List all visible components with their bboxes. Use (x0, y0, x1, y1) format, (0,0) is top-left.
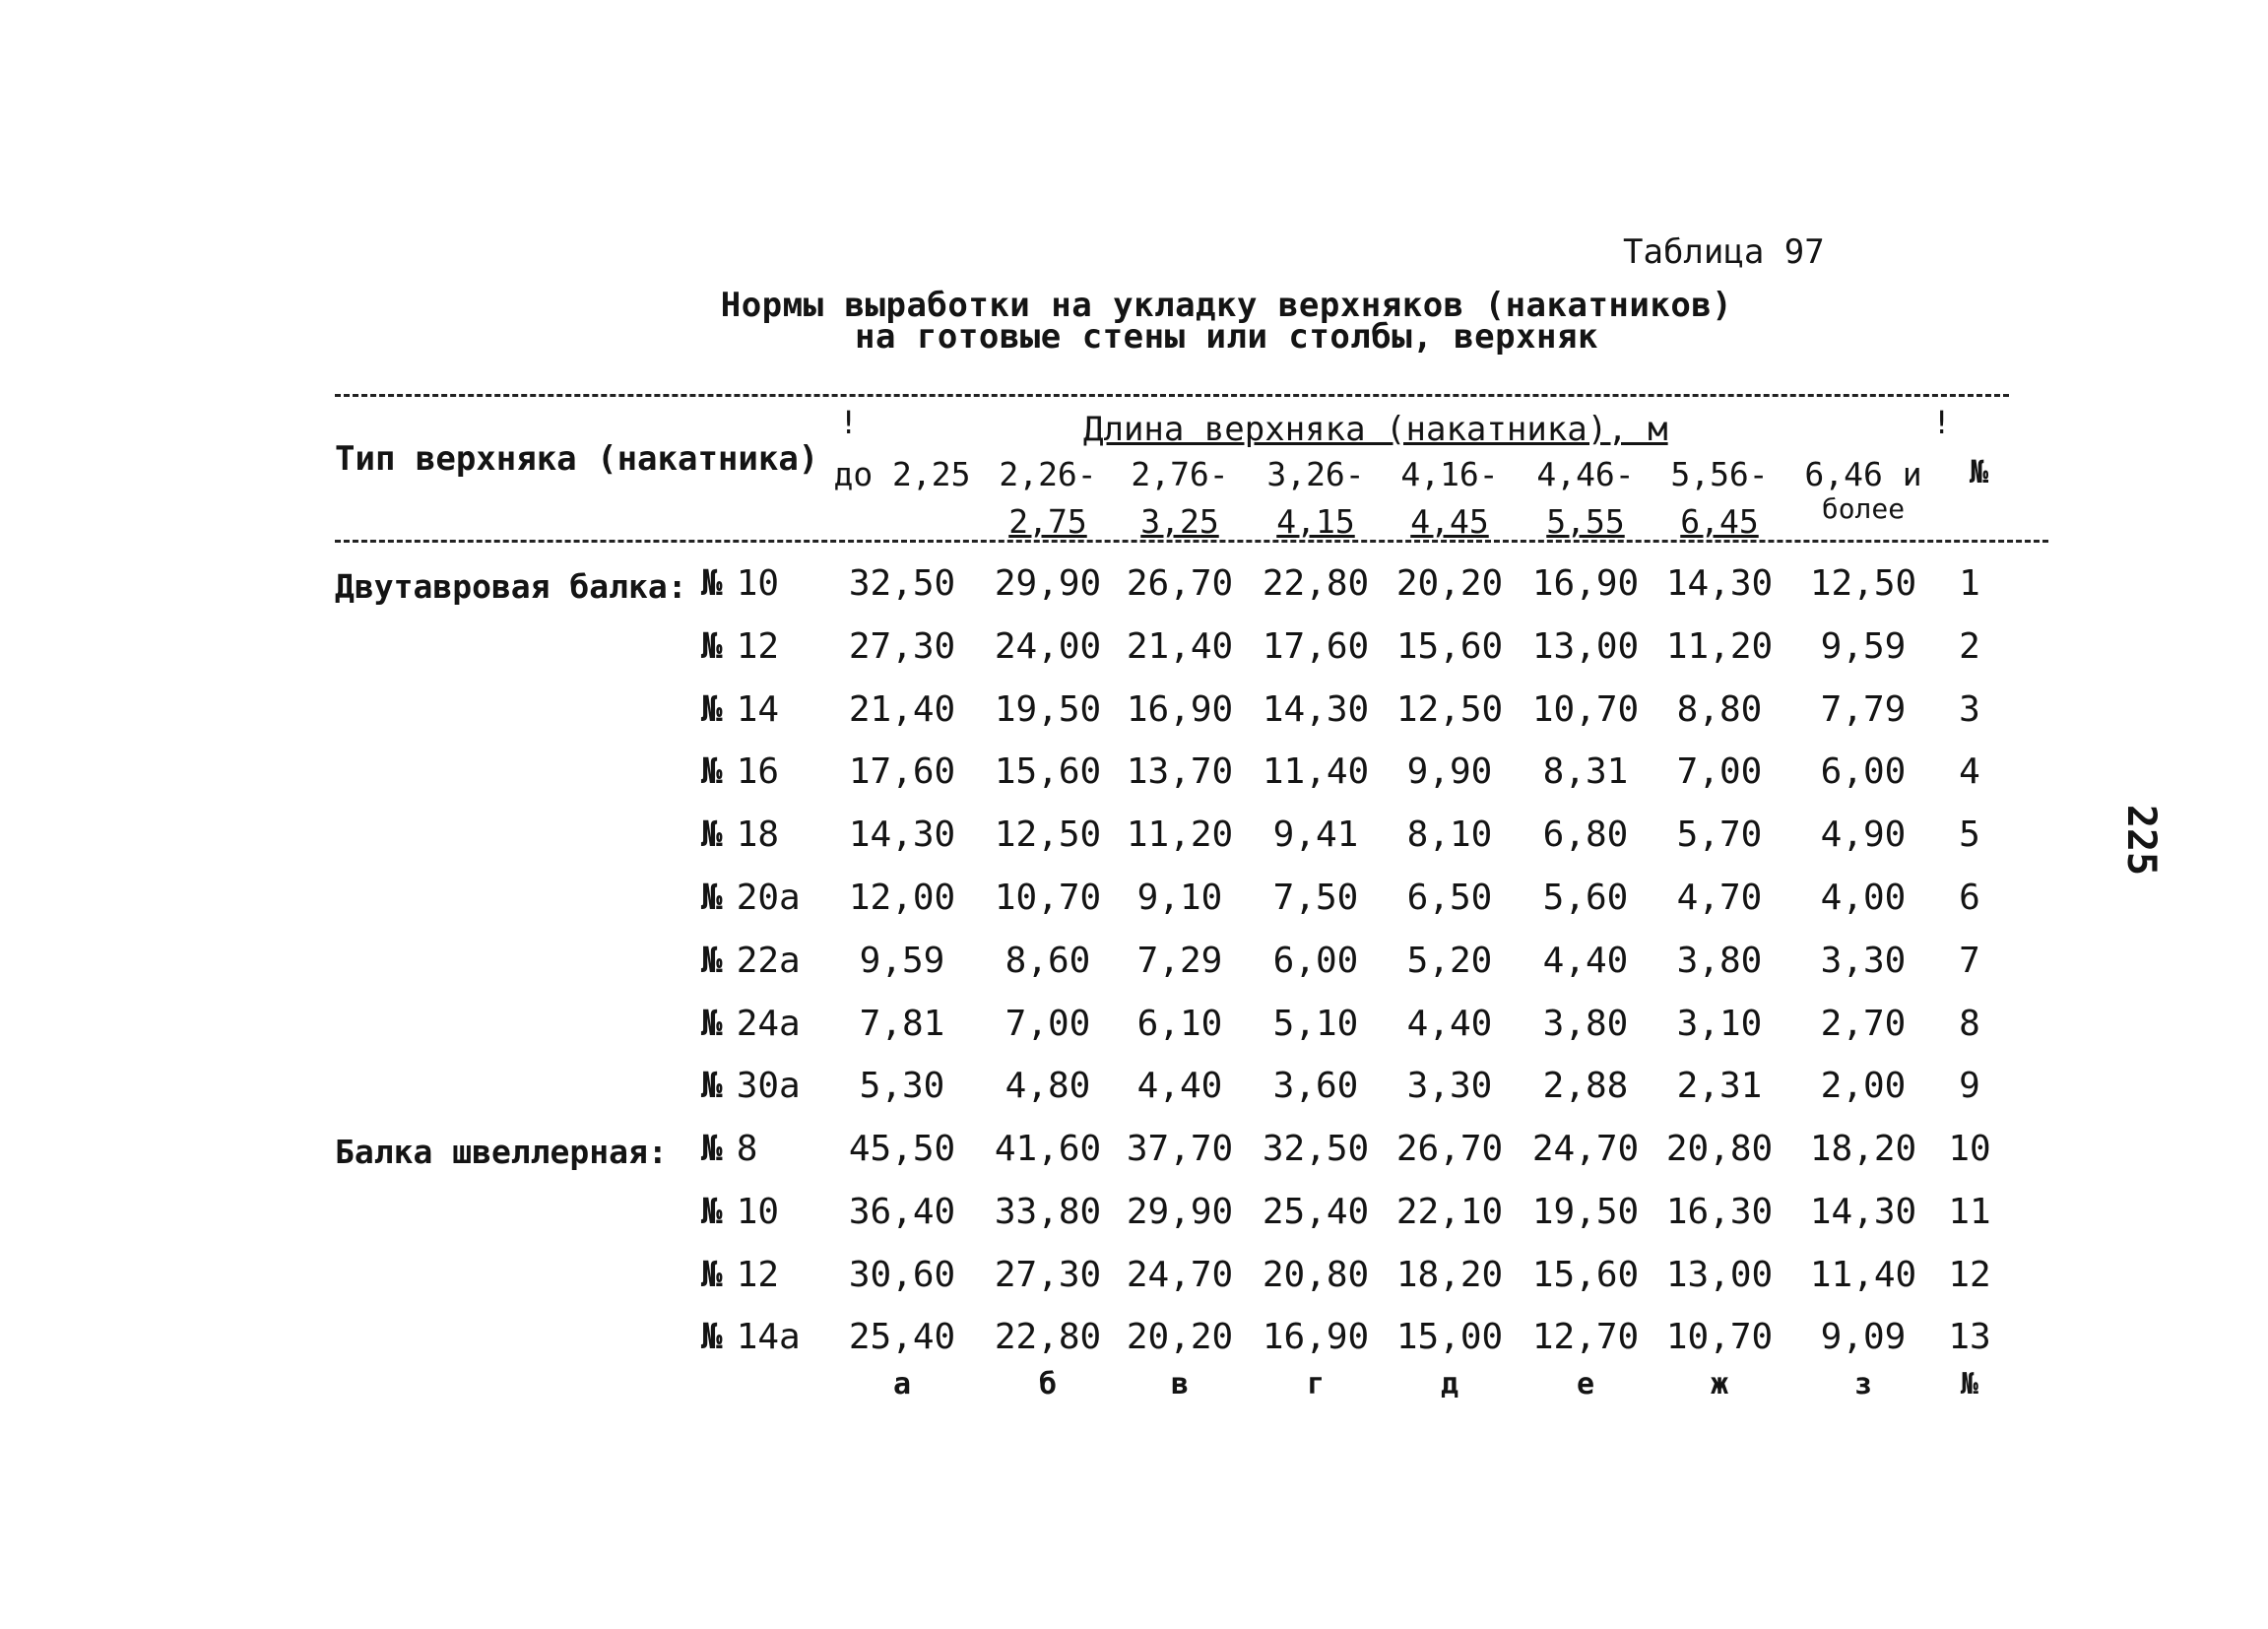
table-cell: 4,80 (1004, 1066, 1091, 1107)
table-cell: 6,50 (1406, 878, 1493, 918)
table-cell: 30,60 (848, 1254, 956, 1295)
profile-number (701, 1004, 801, 1044)
table-cell: 9,59 (1820, 625, 1907, 667)
table-cell: 37,70 (1126, 1129, 1234, 1169)
table-cell: 36,40 (848, 1191, 956, 1232)
table-cell: 4,70 (1676, 878, 1763, 918)
table-cell: 20,80 (1262, 1254, 1370, 1295)
row-number: 10 (1948, 1129, 1991, 1169)
table-cell: 29,90 (994, 563, 1102, 604)
table-cell: 29,90 (1126, 1191, 1234, 1232)
profile-number (701, 626, 779, 667)
table-cell: 9,09 (1820, 1317, 1907, 1358)
table-cell: 18,20 (1809, 1129, 1917, 1169)
profile-number (701, 1255, 779, 1295)
table-cell: 24,70 (1126, 1254, 1234, 1295)
table-cell: 6,10 (1136, 1003, 1223, 1044)
profile-number-sign: № (701, 563, 723, 604)
table-cell: 13,70 (1126, 751, 1234, 793)
row-number: 7 (1959, 940, 1980, 981)
table-cell: 6,00 (1272, 940, 1359, 981)
table-cell: 12,50 (1809, 563, 1917, 604)
header-separator: ! (1932, 404, 1952, 441)
table-cell: 16,90 (1531, 563, 1640, 604)
table-cell: 18,20 (1395, 1254, 1504, 1295)
column-letter: з (1853, 1367, 1873, 1401)
header-range-to: 5,55 (1546, 502, 1625, 541)
table-cell: 19,50 (1531, 1191, 1640, 1232)
profile-number-sign: № (701, 625, 723, 667)
table-cell: 8,10 (1406, 814, 1493, 856)
table-cell: 7,79 (1820, 688, 1907, 730)
table-cell: 8,31 (1542, 751, 1629, 793)
table-cell: 14,30 (1262, 688, 1370, 730)
header-range-to: более (1821, 492, 1906, 525)
table-cell: 12,50 (1395, 688, 1504, 730)
header-range-from: 5,56- (1670, 455, 1769, 493)
table-cell: 3,10 (1676, 1003, 1763, 1044)
profile-number-sign: № (701, 940, 723, 981)
table-cell: 16,30 (1665, 1191, 1774, 1232)
profile-number-sign: № (701, 1066, 723, 1107)
table-cell: 24,70 (1531, 1129, 1640, 1169)
profile-value: 14а (736, 1317, 801, 1358)
page-number: 225 (2118, 804, 2165, 877)
row-number: 12 (1948, 1254, 1991, 1295)
column-letter: в (1170, 1367, 1190, 1401)
row-number: 8 (1959, 1003, 1980, 1044)
profile-number (701, 689, 779, 730)
row-number: 4 (1959, 751, 1980, 793)
profile-value: 30а (736, 1066, 801, 1107)
header-length-group: Длина верхняка (накатника), м (1083, 410, 1668, 449)
profile-number (701, 814, 779, 855)
profile-number-sign: № (701, 1254, 723, 1295)
table-cell: 6,00 (1820, 751, 1907, 793)
profile-number-sign: № (701, 1003, 723, 1044)
profile-number-sign: № (701, 814, 723, 856)
profile-number (701, 1192, 779, 1232)
column-letter: а (892, 1367, 912, 1401)
table-cell: 7,81 (859, 1003, 945, 1044)
group-label: Двутавровая балка: (335, 567, 687, 606)
table-cell: 27,30 (994, 1254, 1102, 1295)
row-number: 11 (1948, 1191, 1991, 1232)
table-cell: 19,50 (994, 688, 1102, 730)
profile-value: 16 (736, 751, 780, 793)
profile-number-sign: № (701, 751, 723, 793)
table-cell: 14,30 (1665, 563, 1774, 604)
header-range-to: 4,15 (1276, 502, 1355, 541)
table-cell: 3,80 (1542, 1003, 1629, 1044)
table-cell: 45,50 (848, 1129, 956, 1169)
table-cell: 32,50 (1262, 1129, 1370, 1169)
table-cell: 2,00 (1820, 1066, 1907, 1107)
table-cell: 22,10 (1395, 1191, 1504, 1232)
table-cell: 9,10 (1136, 878, 1223, 918)
table-cell: 5,60 (1542, 878, 1629, 918)
profile-number (701, 941, 801, 981)
profile-value: 8 (736, 1129, 758, 1169)
table-cell: 27,30 (848, 625, 956, 667)
profile-number (701, 878, 801, 918)
table-cell: 20,20 (1395, 563, 1504, 604)
table-cell: 16,90 (1262, 1317, 1370, 1358)
table-cell: 21,40 (848, 688, 956, 730)
table-cell: 16,90 (1126, 688, 1234, 730)
table-cell: 26,70 (1395, 1129, 1504, 1169)
table-cell: 4,40 (1406, 1003, 1493, 1044)
profile-value: 22а (736, 940, 801, 981)
header-range-from: 2,26- (999, 455, 1097, 493)
header-range-from: 4,16- (1400, 455, 1499, 493)
table-cell: 15,00 (1395, 1317, 1504, 1358)
profile-number (701, 1317, 801, 1357)
table-cell: 5,20 (1406, 940, 1493, 981)
table-cell: 15,60 (994, 751, 1102, 793)
table-cell: 9,59 (859, 940, 945, 981)
profile-number (701, 1066, 801, 1106)
profile-number (701, 751, 779, 792)
row-number: 13 (1948, 1317, 1991, 1358)
header-range-from: до 2,25 (833, 455, 971, 493)
column-letter: № (1960, 1367, 1979, 1401)
header-range-from: 4,46- (1536, 455, 1635, 493)
table-cell: 21,40 (1126, 625, 1234, 667)
table-cell: 4,00 (1820, 878, 1907, 918)
table-cell: 5,70 (1676, 814, 1763, 856)
profile-value: 10 (736, 563, 780, 604)
row-number: 5 (1959, 814, 1980, 856)
table-cell: 22,80 (994, 1317, 1102, 1358)
row-number: 3 (1959, 688, 1980, 730)
table-cell: 20,20 (1126, 1317, 1234, 1358)
column-letter: ж (1710, 1367, 1729, 1401)
header-row-number: № (1970, 453, 1989, 490)
table-title-line-2: на готовые стены или столбы, верхняк (855, 317, 1598, 357)
table-cell: 17,60 (848, 751, 956, 793)
profile-number-sign: № (701, 1129, 723, 1169)
table-cell: 32,50 (848, 563, 956, 604)
table-cell: 14,30 (1809, 1191, 1917, 1232)
header-range-from: 6,46 и (1804, 455, 1922, 493)
profile-number-sign: № (701, 878, 723, 918)
table-number: Таблица 97 (1623, 232, 1825, 272)
row-number: 6 (1959, 878, 1980, 918)
column-letter: д (1440, 1367, 1459, 1401)
row-number: 2 (1959, 625, 1980, 667)
profile-value: 12 (736, 1254, 780, 1295)
header-range-from: 3,26- (1266, 455, 1365, 493)
table-cell: 2,70 (1820, 1003, 1907, 1044)
profile-value: 10 (736, 1191, 780, 1232)
table-cell: 10,70 (1531, 688, 1640, 730)
group-label: Балка швеллерная: (335, 1133, 668, 1171)
profile-number (701, 1129, 757, 1169)
table-cell: 4,90 (1820, 814, 1907, 856)
table-cell: 20,80 (1665, 1129, 1774, 1169)
table-cell: 8,60 (1004, 940, 1091, 981)
table-cell: 25,40 (1262, 1191, 1370, 1232)
table-cell: 13,00 (1665, 1254, 1774, 1295)
table-cell: 33,80 (994, 1191, 1102, 1232)
profile-value: 18 (736, 814, 780, 856)
profile-value: 14 (736, 688, 780, 730)
table-cell: 26,70 (1126, 563, 1234, 604)
table-cell: 12,50 (994, 814, 1102, 856)
table-cell: 15,60 (1395, 625, 1504, 667)
header-top-rule (335, 394, 2009, 397)
profile-number (701, 563, 779, 604)
header-range-to: 4,45 (1410, 502, 1489, 541)
table-cell: 5,10 (1272, 1003, 1359, 1044)
table-cell: 2,31 (1676, 1066, 1763, 1107)
table-cell: 7,29 (1136, 940, 1223, 981)
table-cell: 14,30 (848, 814, 956, 856)
table-cell: 5,30 (859, 1066, 945, 1107)
header-range-to: 6,45 (1680, 502, 1759, 541)
table-cell: 3,80 (1676, 940, 1763, 981)
table-cell: 3,30 (1406, 1066, 1493, 1107)
table-cell: 24,00 (994, 625, 1102, 667)
column-letter: г (1306, 1367, 1326, 1401)
table-cell: 12,00 (848, 878, 956, 918)
table-cell: 6,80 (1542, 814, 1629, 856)
table-cell: 17,60 (1262, 625, 1370, 667)
profile-number-sign: № (701, 688, 723, 730)
profile-number-sign: № (701, 1317, 723, 1358)
table-cell: 2,88 (1542, 1066, 1629, 1107)
profile-number-sign: № (701, 1191, 723, 1232)
column-letter: е (1576, 1367, 1595, 1401)
table-cell: 11,40 (1262, 751, 1370, 793)
profile-value: 24а (736, 1003, 801, 1044)
table-cell: 7,00 (1004, 1003, 1091, 1044)
header-range-from: 2,76- (1131, 455, 1229, 493)
table-cell: 9,41 (1272, 814, 1359, 856)
row-number: 1 (1959, 563, 1980, 604)
profile-value: 20а (736, 878, 801, 918)
table-cell: 7,50 (1272, 878, 1359, 918)
header-range-to: 3,25 (1140, 502, 1219, 541)
header-range-to: 2,75 (1008, 502, 1087, 541)
table-cell: 9,90 (1406, 751, 1493, 793)
row-number: 9 (1959, 1066, 1980, 1107)
table-cell: 11,20 (1665, 625, 1774, 667)
table-cell: 11,40 (1809, 1254, 1917, 1295)
table-cell: 4,40 (1136, 1066, 1223, 1107)
table-cell: 8,80 (1676, 688, 1763, 730)
table-cell: 3,30 (1820, 940, 1907, 981)
table-cell: 15,60 (1531, 1254, 1640, 1295)
table-cell: 22,80 (1262, 563, 1370, 604)
table-cell: 7,00 (1676, 751, 1763, 793)
table-cell: 41,60 (994, 1129, 1102, 1169)
header-type: Тип верхняка (накатника) (335, 439, 819, 479)
table-cell: 10,70 (994, 878, 1102, 918)
table-title-line-1: Нормы выработки на укладку верхняков (накатников) (720, 286, 1733, 325)
table-cell: 12,70 (1531, 1317, 1640, 1358)
column-letter: б (1038, 1367, 1058, 1401)
table-cell: 3,60 (1272, 1066, 1359, 1107)
table-cell: 10,70 (1665, 1317, 1774, 1358)
table-cell: 11,20 (1126, 814, 1234, 856)
header-separator: ! (839, 404, 859, 441)
profile-value: 12 (736, 625, 780, 667)
table-cell: 25,40 (848, 1317, 956, 1358)
table-cell: 13,00 (1531, 625, 1640, 667)
table-cell: 4,40 (1542, 940, 1629, 981)
